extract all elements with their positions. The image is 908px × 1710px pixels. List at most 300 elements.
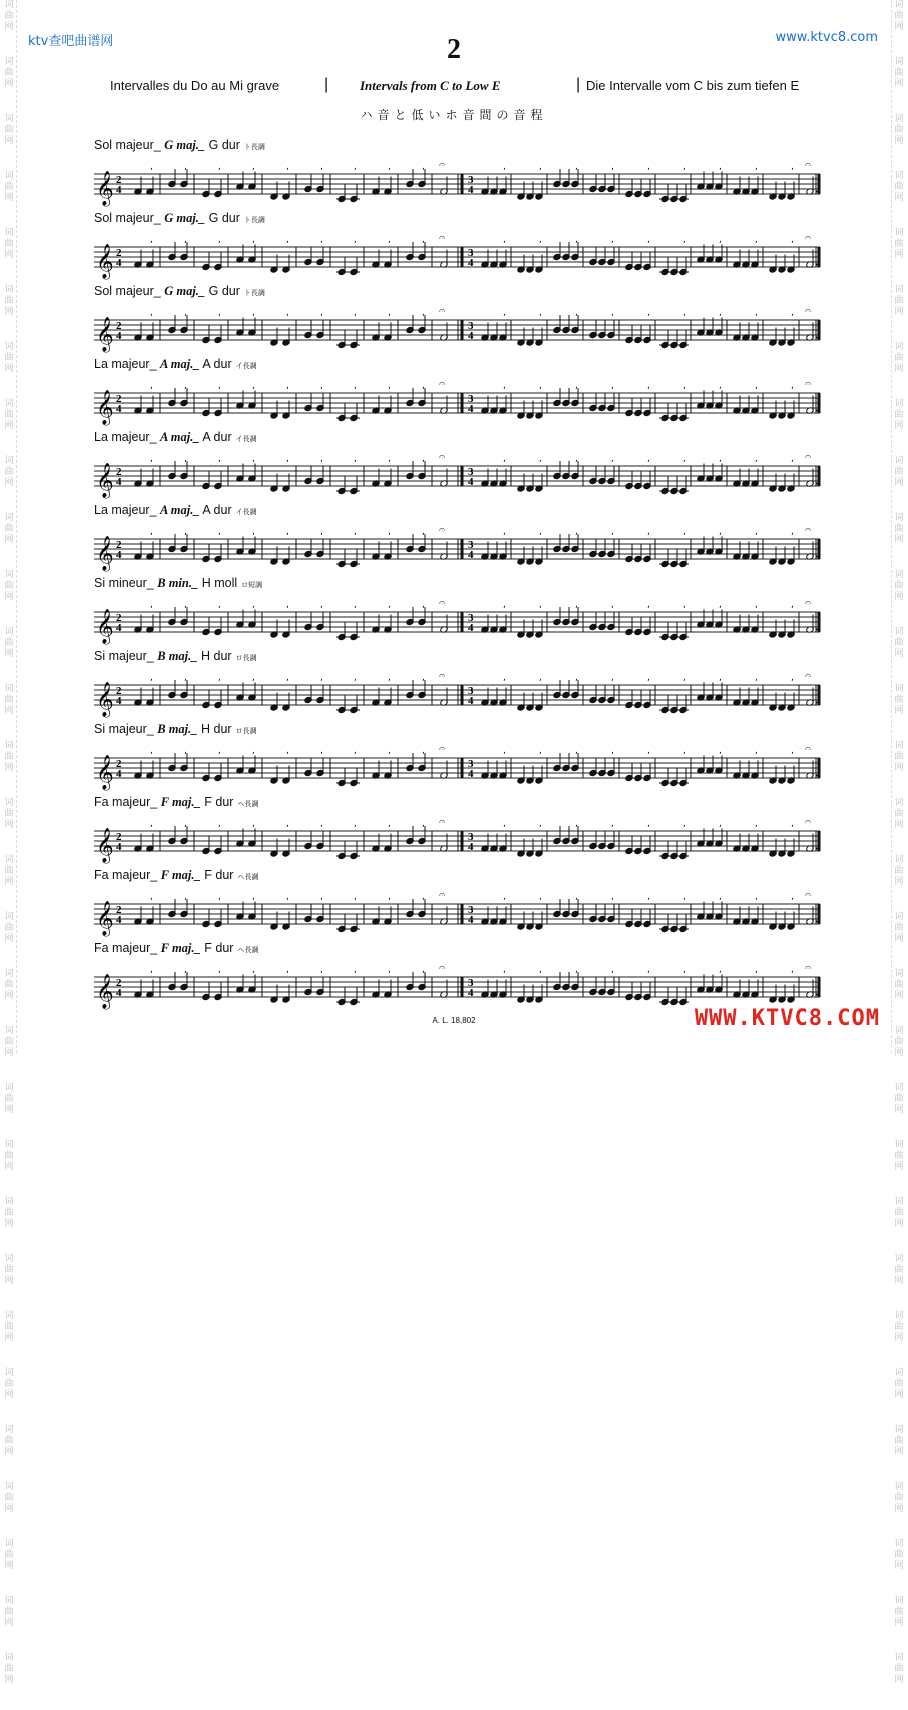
breath-mark: , [539, 162, 542, 172]
breath-mark: , [252, 381, 255, 391]
breath-mark: , [575, 746, 578, 756]
time-signature-bottom: 4 [468, 695, 474, 707]
watermark-glyph: 网 [894, 1276, 904, 1286]
watermark-glyph: 曲 [894, 1436, 904, 1446]
breath-mark: , [791, 381, 794, 391]
fermata-icon: 𝄐 [439, 377, 446, 390]
watermark-glyph: 网 [894, 1219, 904, 1229]
breath-mark: , [422, 454, 425, 464]
breath-mark: , [539, 819, 542, 829]
breath-mark: , [422, 381, 425, 391]
treble-clef-icon: 𝄞 [96, 755, 114, 790]
fermata-icon: 𝄐 [439, 158, 446, 171]
breath-mark: , [503, 527, 506, 537]
breath-mark: , [791, 454, 794, 464]
breath-mark: , [320, 892, 323, 902]
breath-mark: , [286, 673, 289, 683]
fermata-icon: 𝄐 [805, 742, 812, 755]
breath-mark: , [252, 600, 255, 610]
breath-mark: , [218, 746, 221, 756]
breath-mark: , [755, 527, 758, 537]
watermark-glyph: 网 [894, 592, 904, 602]
breath-mark: , [388, 162, 391, 172]
watermark-glyph: 网 [4, 250, 14, 260]
page-number: 2 [447, 34, 461, 65]
watermark-glyph: 曲 [4, 1037, 14, 1047]
watermark-glyph: 曲 [4, 467, 14, 477]
breath-mark: , [719, 746, 722, 756]
breath-mark: , [252, 235, 255, 245]
breath-mark: , [611, 235, 614, 245]
watermark-glyph: 网 [894, 1048, 904, 1058]
watermark-glyph: 曲 [4, 752, 14, 762]
time-signature-top: 2 [116, 174, 122, 186]
watermark-glyph: 网 [894, 307, 904, 317]
breath-mark: , [611, 892, 614, 902]
label-french: La majeur_ [94, 357, 157, 371]
breath-mark: , [647, 819, 650, 829]
label-german: G dur [208, 284, 240, 298]
breath-mark: , [320, 673, 323, 683]
watermark-glyph: 网 [4, 79, 14, 89]
fermata-icon: 𝄐 [439, 596, 446, 609]
fermata-icon: 𝄐 [439, 231, 446, 244]
japanese-subtitle: ハ音と低いホ音間の音程 [360, 108, 548, 122]
breath-mark: , [354, 381, 357, 391]
watermark-glyph: 网 [4, 1219, 14, 1229]
music-staff [90, 882, 822, 942]
watermark-glyph: 网 [894, 1561, 904, 1571]
breath-mark: , [354, 673, 357, 683]
watermark-glyph: 词 [4, 171, 14, 181]
time-signature-top: 2 [116, 904, 122, 916]
breath-mark: , [150, 162, 153, 172]
watermark-top-right[interactable]: www.ktvc8.com [775, 30, 878, 45]
breath-mark: , [252, 673, 255, 683]
watermark-glyph: 词 [894, 228, 904, 238]
time-signature-bottom: 4 [116, 476, 122, 488]
breath-mark: , [791, 819, 794, 829]
breath-mark: , [647, 162, 650, 172]
watermark-glyph: 词 [894, 1311, 904, 1321]
breath-mark: , [320, 235, 323, 245]
heading-german: Die Intervalle vom C bis zum tiefen E [586, 78, 800, 93]
watermark-glyph: 词 [894, 1026, 904, 1036]
watermark-glyph: 曲 [894, 125, 904, 135]
time-signature-bottom: 4 [468, 622, 474, 634]
breath-mark: , [755, 746, 758, 756]
watermark-glyph: 网 [894, 934, 904, 944]
watermark-glyph: 词 [894, 684, 904, 694]
watermark-glyph: 词 [894, 456, 904, 466]
watermark-glyph: 词 [894, 798, 904, 808]
time-signature-bottom: 4 [116, 695, 122, 707]
watermark-glyph: 网 [4, 1675, 14, 1685]
label-german: H dur [201, 649, 232, 663]
label-french: Si majeur_ [94, 649, 154, 663]
label-english: A maj._ [160, 503, 200, 517]
watermark-glyph: 网 [4, 307, 14, 317]
watermark-glyph: 曲 [4, 1607, 14, 1617]
watermark-glyph: 曲 [894, 980, 904, 990]
music-staff [90, 736, 822, 796]
breath-mark: , [647, 892, 650, 902]
label-english: B maj._ [157, 649, 198, 663]
breath-mark: , [611, 454, 614, 464]
time-signature-top: 2 [116, 247, 122, 259]
watermark-glyph: 曲 [894, 1094, 904, 1104]
fermata-icon: 𝄐 [805, 888, 812, 901]
time-signature-top: 3 [468, 174, 474, 186]
label-japanese: ト長調 [243, 216, 265, 224]
breath-mark: , [575, 235, 578, 245]
heading-english: Intervals from C to Low E [360, 78, 501, 93]
breath-mark: , [184, 454, 187, 464]
watermark-bottom-right[interactable]: WWW.KTVC8.COM [694, 1006, 880, 1031]
watermark-glyph: 词 [894, 627, 904, 637]
watermark-glyph: 词 [894, 855, 904, 865]
label-german: F dur [204, 868, 234, 882]
watermark-glyph: 曲 [894, 467, 904, 477]
label-english: F maj._ [160, 795, 201, 809]
watermark-glyph: 词 [894, 171, 904, 181]
label-german: F dur [204, 941, 234, 955]
watermark-glyph: 词 [4, 0, 14, 10]
breath-mark: , [150, 235, 153, 245]
label-german: A dur [202, 357, 232, 371]
fermata-icon: 𝄐 [439, 669, 446, 682]
breath-mark: , [791, 965, 794, 975]
watermark-glyph: 曲 [4, 866, 14, 876]
time-signature-bottom: 4 [116, 330, 122, 342]
breath-mark: , [755, 381, 758, 391]
watermark-glyph: 曲 [894, 923, 904, 933]
breath-mark: , [755, 600, 758, 610]
watermark-glyph: 曲 [894, 1265, 904, 1275]
watermark-top-left[interactable]: ktv查吧曲谱网 [28, 34, 114, 49]
watermark-glyph: 曲 [4, 1436, 14, 1446]
breath-mark: , [286, 162, 289, 172]
watermark-glyph: 词 [894, 285, 904, 295]
time-signature-bottom: 4 [468, 768, 474, 780]
breath-mark: , [354, 308, 357, 318]
breath-mark: , [354, 965, 357, 975]
breath-mark: , [539, 892, 542, 902]
breath-mark: , [719, 819, 722, 829]
breath-mark: , [184, 308, 187, 318]
treble-clef-icon: 𝄞 [96, 244, 114, 279]
watermark-glyph: 曲 [4, 182, 14, 192]
treble-clef-icon: 𝄞 [96, 609, 114, 644]
watermark-glyph: 网 [894, 1390, 904, 1400]
breath-mark: , [252, 162, 255, 172]
label-japanese: ト長調 [243, 289, 265, 297]
watermark-glyph: 网 [4, 136, 14, 146]
watermark-glyph: 词 [894, 1596, 904, 1606]
label-german: G dur [208, 211, 240, 225]
heading-french: Intervalles du Do au Mi grave [110, 78, 280, 93]
watermark-glyph: 曲 [894, 1322, 904, 1332]
breath-mark: , [184, 600, 187, 610]
watermark-glyph: 曲 [4, 125, 14, 135]
time-signature-bottom: 4 [468, 184, 474, 196]
watermark-glyph: 网 [894, 1105, 904, 1115]
breath-mark: , [647, 600, 650, 610]
breath-mark: , [286, 235, 289, 245]
breath-mark: , [719, 892, 722, 902]
fermata-icon: 𝄐 [805, 669, 812, 682]
breath-mark: , [539, 527, 542, 537]
label-english: B maj._ [157, 722, 198, 736]
watermark-glyph: 曲 [894, 1151, 904, 1161]
watermark-glyph: 网 [4, 1447, 14, 1457]
music-staff [90, 590, 822, 650]
fermata-icon: 𝄐 [805, 596, 812, 609]
breath-mark: , [286, 600, 289, 610]
breath-mark: , [755, 235, 758, 245]
breath-mark: , [719, 673, 722, 683]
breath-mark: , [320, 381, 323, 391]
breath-mark: , [611, 746, 614, 756]
label-japanese: ロ短調 [241, 581, 263, 589]
breath-mark: , [647, 965, 650, 975]
breath-mark: , [184, 746, 187, 756]
fermata-icon: 𝄐 [439, 815, 446, 828]
watermark-glyph: 网 [4, 1561, 14, 1571]
watermark-glyph: 曲 [4, 980, 14, 990]
watermark-glyph: 词 [894, 57, 904, 67]
fermata-icon: 𝄐 [805, 304, 812, 317]
fermata-icon: 𝄐 [805, 231, 812, 244]
breath-mark: , [719, 965, 722, 975]
music-staff [90, 663, 822, 723]
watermark-glyph: 曲 [894, 752, 904, 762]
breath-mark: , [683, 819, 686, 829]
label-japanese: ヘ長調 [237, 800, 259, 808]
watermark-glyph: 词 [894, 1254, 904, 1264]
watermark-glyph: 曲 [4, 1322, 14, 1332]
breath-mark: , [422, 819, 425, 829]
time-signature-bottom: 4 [468, 476, 474, 488]
breath-mark: , [755, 819, 758, 829]
breath-mark: , [184, 965, 187, 975]
watermark-glyph: 词 [894, 0, 904, 10]
watermark-glyph: 词 [4, 570, 14, 580]
breath-mark: , [755, 892, 758, 902]
watermark-glyph: 网 [4, 1618, 14, 1628]
fermata-icon: 𝄐 [439, 961, 446, 974]
breath-mark: , [150, 600, 153, 610]
watermark-glyph: 网 [4, 22, 14, 32]
fermata-icon: 𝄐 [439, 450, 446, 463]
breath-mark: , [611, 527, 614, 537]
breath-mark: , [539, 235, 542, 245]
breath-mark: , [575, 381, 578, 391]
watermark-glyph: 网 [894, 991, 904, 1001]
breath-mark: , [388, 965, 391, 975]
watermark-glyph: 曲 [4, 809, 14, 819]
label-french: La majeur_ [94, 503, 157, 517]
breath-mark: , [503, 381, 506, 391]
breath-mark: , [503, 600, 506, 610]
watermark-glyph: 词 [894, 741, 904, 751]
watermark-glyph: 词 [4, 1311, 14, 1321]
time-signature-bottom: 4 [116, 768, 122, 780]
watermark-glyph: 网 [4, 1048, 14, 1058]
breath-mark: , [150, 381, 153, 391]
watermark-glyph: 网 [894, 820, 904, 830]
breath-mark: , [252, 746, 255, 756]
watermark-glyph: 词 [4, 228, 14, 238]
label-english: F maj._ [160, 941, 201, 955]
watermark-glyph: 网 [4, 193, 14, 203]
breath-mark: , [683, 162, 686, 172]
breath-mark: , [683, 892, 686, 902]
watermark-glyph: 曲 [4, 1379, 14, 1389]
time-signature-top: 3 [468, 247, 474, 259]
watermark-glyph: 词 [894, 1539, 904, 1549]
watermark-glyph: 网 [894, 22, 904, 32]
watermark-glyph: 网 [894, 763, 904, 773]
time-signature-top: 3 [468, 831, 474, 843]
watermark-glyph: 网 [894, 364, 904, 374]
breath-mark: , [150, 527, 153, 537]
treble-clef-icon: 𝄞 [96, 317, 114, 352]
breath-mark: , [286, 746, 289, 756]
fermata-icon: 𝄐 [805, 815, 812, 828]
watermark-glyph: 曲 [4, 581, 14, 591]
label-japanese: ヘ長調 [237, 946, 259, 954]
watermark-glyph: 曲 [894, 1664, 904, 1674]
breath-mark: , [218, 308, 221, 318]
breath-mark: , [388, 819, 391, 829]
breath-mark: , [719, 527, 722, 537]
watermark-glyph: 曲 [4, 1664, 14, 1674]
breath-mark: , [286, 308, 289, 318]
music-staff [90, 809, 822, 869]
breath-mark: , [755, 965, 758, 975]
time-signature-bottom: 4 [116, 622, 122, 634]
treble-clef-icon: 𝄞 [96, 390, 114, 425]
breath-mark: , [184, 162, 187, 172]
breath-mark: , [575, 965, 578, 975]
watermark-glyph: 词 [894, 399, 904, 409]
watermark-glyph: 词 [4, 1425, 14, 1435]
fermata-icon: 𝄐 [805, 377, 812, 390]
breath-mark: , [611, 162, 614, 172]
music-staff [90, 371, 822, 431]
breath-mark: , [184, 381, 187, 391]
watermark-glyph: 词 [894, 1083, 904, 1093]
breath-mark: , [755, 308, 758, 318]
breath-mark: , [503, 673, 506, 683]
breath-mark: , [252, 819, 255, 829]
breath-mark: , [422, 892, 425, 902]
heading-divider: | [324, 76, 329, 93]
breath-mark: , [218, 819, 221, 829]
label-english: G maj._ [164, 138, 206, 152]
heading-divider: | [576, 76, 581, 93]
breath-mark: , [150, 308, 153, 318]
exercise-label [94, 868, 258, 883]
watermark-glyph: 网 [4, 649, 14, 659]
exercise-label [94, 576, 262, 591]
time-signature-top: 2 [116, 758, 122, 770]
watermark-glyph: 词 [4, 1596, 14, 1606]
watermark-glyph: 曲 [894, 695, 904, 705]
side-watermark-right [891, 0, 906, 1685]
breath-mark: , [683, 527, 686, 537]
breath-mark: , [286, 527, 289, 537]
music-staff [90, 298, 822, 358]
time-signature-top: 2 [116, 685, 122, 697]
breath-mark: , [575, 673, 578, 683]
breath-mark: , [575, 454, 578, 464]
label-japanese: ヘ長調 [237, 873, 259, 881]
breath-mark: , [286, 965, 289, 975]
watermark-glyph: 曲 [894, 182, 904, 192]
breath-mark: , [683, 381, 686, 391]
breath-mark: , [354, 746, 357, 756]
label-french: Sol majeur_ [94, 284, 161, 298]
breath-mark: , [320, 746, 323, 756]
watermark-glyph: 词 [4, 741, 14, 751]
treble-clef-icon: 𝄞 [96, 463, 114, 498]
fermata-icon: 𝄐 [805, 961, 812, 974]
breath-mark: , [647, 381, 650, 391]
breath-mark: , [354, 235, 357, 245]
watermark-glyph: 词 [4, 912, 14, 922]
exercise-label [94, 722, 257, 737]
breath-mark: , [252, 965, 255, 975]
breath-mark: , [388, 235, 391, 245]
watermark-glyph: 词 [4, 1197, 14, 1207]
breath-mark: , [575, 819, 578, 829]
breath-mark: , [791, 673, 794, 683]
breath-mark: , [388, 527, 391, 537]
label-english: A maj._ [160, 430, 200, 444]
watermark-glyph: 网 [4, 1162, 14, 1172]
breath-mark: , [575, 527, 578, 537]
watermark-glyph: 网 [894, 649, 904, 659]
label-french: La majeur_ [94, 430, 157, 444]
watermark-glyph: 网 [4, 1333, 14, 1343]
breath-mark: , [503, 746, 506, 756]
breath-mark: , [320, 162, 323, 172]
breath-mark: , [575, 162, 578, 172]
breath-mark: , [354, 162, 357, 172]
exercise-label [94, 795, 258, 810]
watermark-glyph: 曲 [894, 866, 904, 876]
breath-mark: , [218, 527, 221, 537]
watermark-glyph: 曲 [894, 809, 904, 819]
watermark-glyph: 网 [4, 1276, 14, 1286]
fermata-icon: 𝄐 [439, 742, 446, 755]
watermark-glyph: 网 [4, 763, 14, 773]
breath-mark: , [683, 235, 686, 245]
breath-mark: , [218, 162, 221, 172]
time-signature-bottom: 4 [116, 549, 122, 561]
breath-mark: , [286, 892, 289, 902]
label-english: F maj._ [160, 868, 201, 882]
breath-mark: , [539, 965, 542, 975]
watermark-glyph: 曲 [4, 296, 14, 306]
watermark-glyph: 词 [894, 1653, 904, 1663]
breath-mark: , [252, 454, 255, 464]
breath-mark: , [539, 308, 542, 318]
breath-mark: , [422, 673, 425, 683]
time-signature-top: 2 [116, 831, 122, 843]
